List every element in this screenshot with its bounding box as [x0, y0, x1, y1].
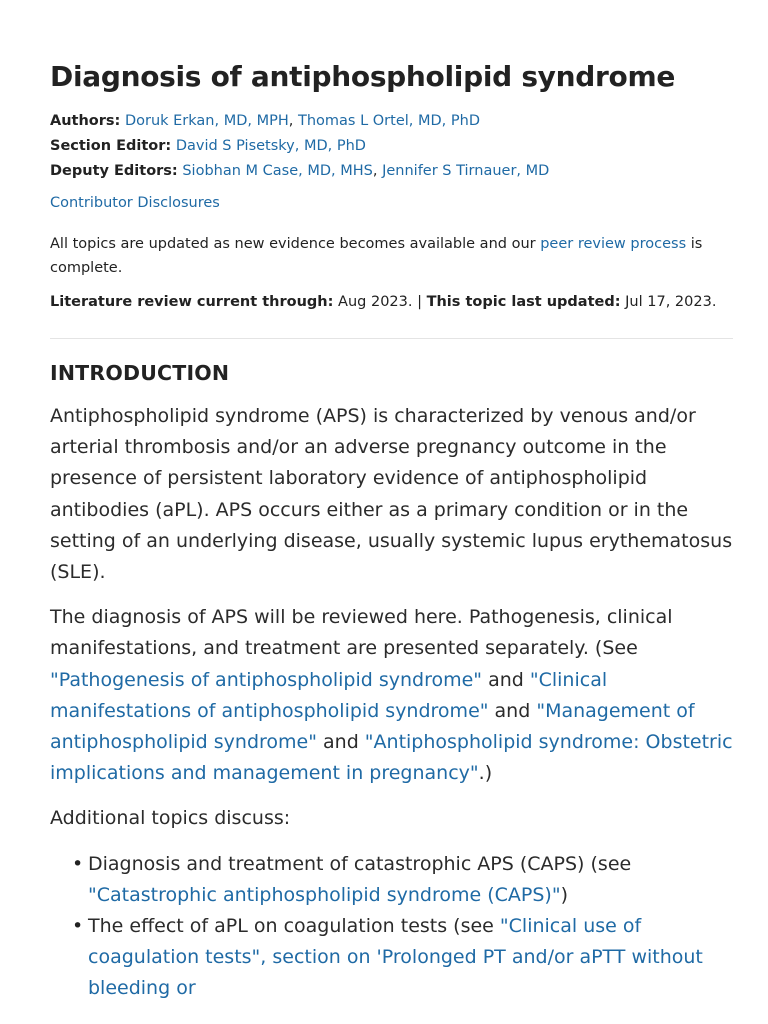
and-text-3: and	[316, 731, 365, 754]
authors-separator: ,	[288, 113, 298, 129]
list-item-text: The effect of aPL on coagulation tests (see	[88, 915, 500, 938]
author-link-erkan[interactable]: Doruk Erkan, MD, MPH	[124, 113, 289, 129]
update-note-end: is complete.	[50, 236, 703, 276]
intro-paragraph-2-text: The diagnosis of APS will be reviewed here. Pathogenesis, clinical manifestations, and treatment are presented separately. (See	[50, 606, 673, 660]
deputy-editors-label: Deputy Editors:	[50, 163, 178, 179]
and-text-1: and	[482, 668, 530, 691]
management-link[interactable]: "Management of antiphospholipid syndrome"	[50, 699, 695, 754]
authors-row	[50, 109, 733, 134]
coagulation-tests-link[interactable]: "Clinical use of coagulation tests", section on 'Prolonged PT and/or aPTT without bleeding or	[88, 915, 703, 1000]
section-editor-row	[50, 134, 733, 159]
introduction-heading: INTRODUCTION	[50, 361, 230, 385]
bullet-marker: •	[72, 915, 84, 938]
list-item	[72, 911, 733, 1005]
clinical-manifestations-link[interactable]: "Clinical manifestations of antiphospholipid syndrome"	[50, 668, 608, 722]
literature-review-label: Literature review current through:	[50, 294, 334, 310]
page-title: Diagnosis of antiphospholipid syndrome	[50, 60, 676, 93]
list-item-text: Diagnosis and treatment of catastrophic APS (CAPS) (see	[88, 852, 632, 875]
peer-review-process-link[interactable]: peer review process	[540, 236, 687, 252]
literature-review-date: Aug 2023. |	[333, 294, 427, 310]
last-updated-date: Jul 17, 2023.	[620, 294, 717, 310]
section-editor-link[interactable]: David S Pisetsky, MD, PhD	[175, 138, 366, 154]
contributor-disclosures-link[interactable]: Contributor Disclosures	[50, 195, 220, 211]
article-metadata	[50, 109, 733, 184]
last-updated-label: This topic last updated:	[426, 294, 621, 310]
deputy-editors-row	[50, 159, 733, 184]
author-link-ortel[interactable]: Thomas L Ortel, MD, PhD	[297, 113, 480, 129]
disclosures-row	[50, 191, 733, 215]
intro-paragraph-2	[50, 602, 733, 789]
obstetric-implications-link[interactable]: "Antiphospholipid syndrome: Obstetric implications and management in pregnancy"	[50, 731, 733, 785]
deputy-editor-link-tirnauer[interactable]: Jennifer S Tirnauer, MD	[382, 163, 550, 179]
intro-paragraph-2-end: .)	[478, 762, 493, 785]
authors-label: Authors:	[50, 113, 121, 129]
section-editor-label: Section Editor:	[50, 138, 172, 154]
section-divider	[50, 338, 733, 339]
bullet-marker: •	[72, 852, 84, 875]
additional-topics-list	[50, 849, 733, 1005]
deputy-editor-link-case[interactable]: Siobhan M Case, MD, MHS	[182, 163, 373, 179]
catastrophic-aps-link[interactable]: "Catastrophic antiphospholipid syndrome (CAPS)"	[88, 883, 561, 906]
list-item-end: )	[560, 883, 569, 906]
review-dates	[50, 290, 733, 314]
pathogenesis-link[interactable]: "Pathogenesis of antiphospholipid syndrome"	[50, 668, 483, 691]
update-note	[50, 232, 733, 280]
intro-paragraph-3: Additional topics discuss:	[50, 807, 291, 830]
deputy-editors-separator: ,	[372, 163, 383, 179]
list-item	[72, 849, 733, 911]
and-text-2: and	[488, 699, 537, 722]
intro-paragraph-1: Antiphospholipid syndrome (APS) is characterized by venous and/or arterial thrombosis and/or an adverse pregnancy outcome in the presence of persistent laboratory evidence of antiphospholipid antibodies (aPL). APS occurs either as a primary condition or in the setting of an underlying disease, usually systemic lupus erythematosus (SLE).	[50, 405, 733, 584]
update-note-text: All topics are updated as new evidence becomes available and our	[50, 236, 541, 252]
